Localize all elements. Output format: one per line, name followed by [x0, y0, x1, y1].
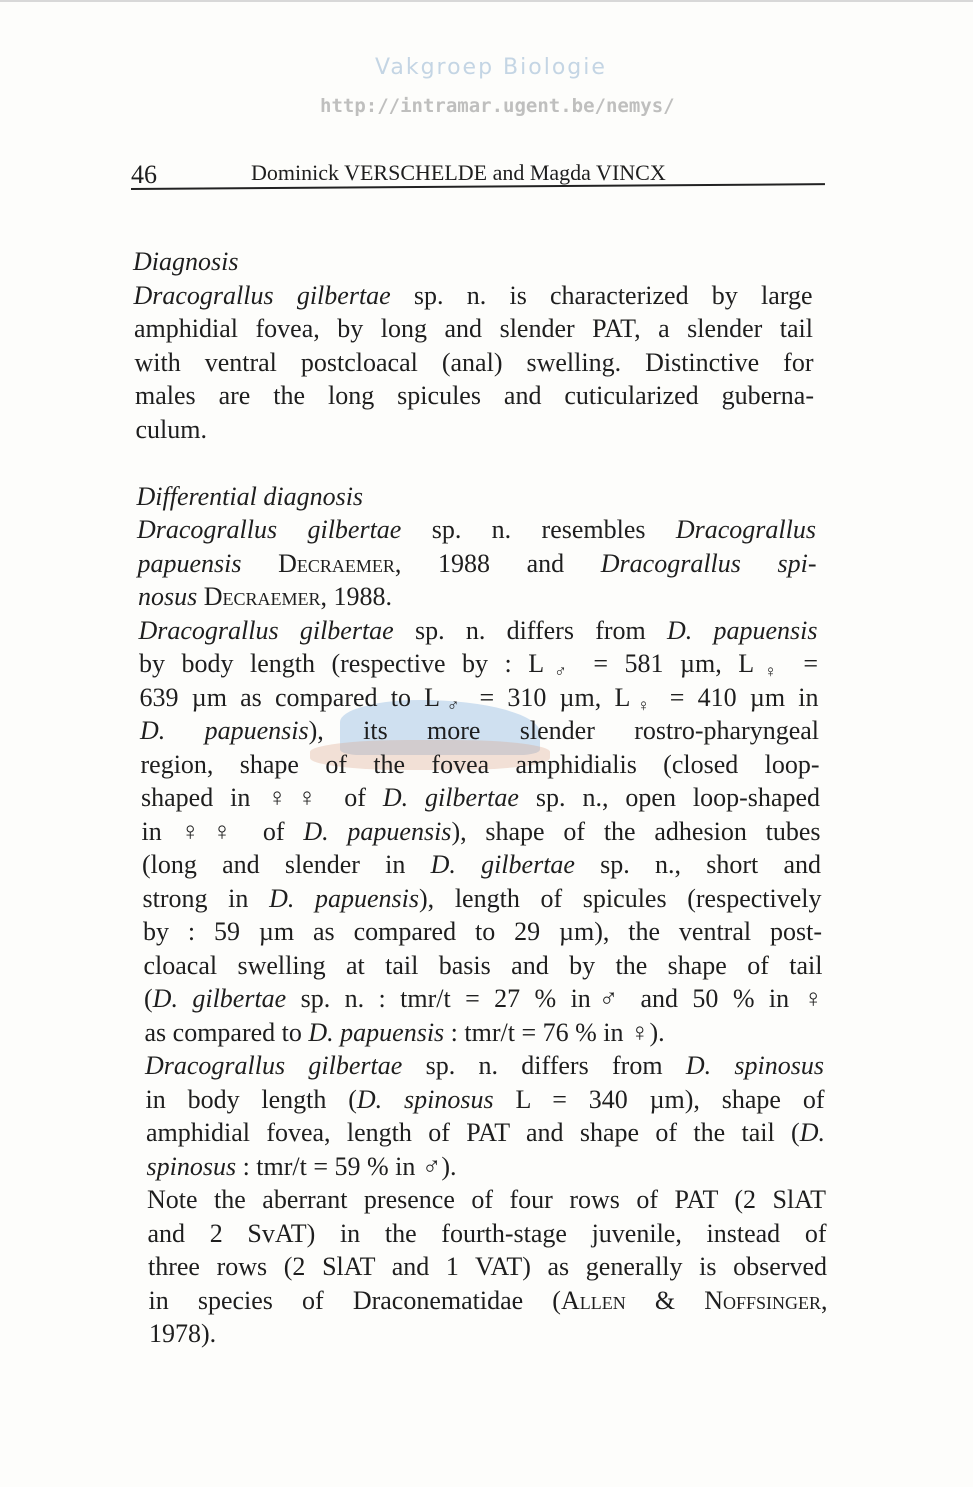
italic-text: D. papuensis: [308, 1017, 445, 1047]
text-line: [147, 1152, 826, 1182]
watermark-logo-text: Vakgroep Biologie: [375, 55, 607, 80]
text-line: [148, 1252, 827, 1282]
text-line: [140, 683, 819, 713]
text-segment: with ventral postcloacal (anal) swelling. Distinctive for: [134, 347, 814, 377]
text-line: [134, 314, 813, 344]
text-segment: cloacal swelling at tail basis and by the shape of tail: [143, 950, 823, 980]
text-segment: [242, 549, 279, 578]
text-line: [135, 381, 814, 411]
scan-edge: [0, 0, 973, 2]
text-segment: , 1988 and: [394, 548, 601, 578]
text-line: [137, 515, 816, 545]
text-segment: ,: [821, 1285, 828, 1315]
sex-symbol: ♀: [630, 695, 657, 715]
text-segment: , 1988.: [320, 582, 393, 611]
text-line: [146, 1118, 825, 1148]
text-segment: males are the long spicules and cuticularized guberna-: [135, 381, 814, 410]
italic-text: Dracograllus gilbertae: [137, 515, 402, 544]
text-line: [145, 1051, 824, 1081]
text-segment: region, shape of the fovea amphidialis (closed loop-: [140, 749, 820, 779]
italic-text: D. gilbertae: [430, 850, 575, 879]
italic-text: Dracograllus gilbertae: [133, 280, 391, 310]
italic-text: D. papuensis: [666, 615, 818, 645]
text-line: [138, 549, 817, 579]
sex-symbol: ♀: [754, 662, 787, 681]
italic-text: papuensis: [137, 548, 242, 578]
italic-text: Dracograllus gilbertae: [138, 615, 394, 645]
text-segment: culum.: [135, 414, 207, 444]
watermark-url: http://intramar.ugent.be/nemys/: [320, 95, 675, 117]
italic-text: spinosus: [146, 1151, 237, 1181]
italic-text: D. spinosus: [356, 1084, 494, 1114]
text-segment: 639 µm as compared to L: [139, 682, 441, 712]
italic-text: D. gilbertae: [382, 783, 519, 812]
sex-symbol: ♂: [440, 695, 467, 715]
text-segment: L = 340 µm), shape of: [493, 1084, 825, 1114]
page-number: 46: [131, 160, 157, 189]
text-line: [144, 984, 823, 1014]
italic-text: D.: [799, 1118, 825, 1147]
text-segment: by : 59 µm as compared to 29 µm), the ventral post-: [143, 917, 822, 946]
text-line: [141, 783, 820, 813]
text-segment: amphidial fovea, by long and slender PAT, a slender tail: [134, 314, 813, 343]
text-segment: in species of Draconematidae (: [148, 1285, 561, 1315]
text-segment: Note the aberrant presence of four rows of PAT (2 SlAT: [147, 1185, 826, 1214]
italic-text: D. spinosus: [685, 1051, 824, 1080]
author-name: Noffsinger: [704, 1285, 821, 1315]
author-name: Decraemer: [278, 548, 395, 578]
text-segment: : tmr/t = 76 % in ♀).: [444, 1017, 665, 1047]
text-line: [142, 817, 821, 847]
text-line: [143, 917, 822, 947]
italic-text: nosus: [138, 582, 198, 611]
text-segment: (long and slender in: [142, 850, 431, 879]
text-line: [140, 716, 819, 746]
text-segment: ), length of spicules (respectively: [419, 883, 822, 913]
text-segment: amphidial fovea, length of PAT and shape of the tail (: [146, 1118, 800, 1147]
text-segment: sp. n. differs from: [393, 615, 667, 645]
text-segment: sp. n. : tmr/t = 27 % in♂ and 50 % in ♀: [286, 984, 823, 1013]
italic-text: Diagnosis: [133, 247, 239, 276]
text-line: [146, 1085, 825, 1115]
italic-text: D. papuensis: [303, 816, 452, 846]
text-segment: by body length (respective by : L: [139, 649, 545, 678]
italic-text: Dracograllus spi-: [600, 548, 817, 578]
author-name: Decraemer: [203, 582, 321, 611]
text-segment: in body length (: [145, 1084, 357, 1114]
text-segment: = 581 µm, L: [576, 649, 755, 678]
text-segment: strong in: [142, 883, 270, 913]
text-line: [137, 482, 816, 512]
text-line: [144, 951, 823, 981]
text-line: [136, 415, 815, 445]
text-line: [133, 247, 812, 277]
text-line: [141, 750, 820, 780]
text-segment: sp. n. differs from: [402, 1051, 686, 1080]
text-line: [139, 616, 818, 646]
text-segment: : tmr/t = 59 % in ♂).: [236, 1151, 457, 1181]
text-segment: and 2 SvAT) in the fourth-stage juvenile, instead of: [147, 1218, 827, 1248]
text-segment: &: [625, 1285, 705, 1315]
text-line: [143, 884, 822, 914]
text-segment: shaped in ♀♀ of: [141, 783, 383, 812]
sex-symbol: ♂: [544, 662, 577, 681]
italic-text: Differential diagnosis: [136, 481, 364, 511]
text-segment: sp. n., open loop-shaped: [518, 783, 820, 812]
italic-text: Dracograllus gilbertae: [145, 1051, 403, 1080]
text-segment: sp. n. is characterized by large: [390, 280, 813, 310]
text-line: [149, 1319, 828, 1349]
text-segment: ), shape of the adhesion tubes: [451, 816, 821, 846]
text-segment: sp. n., short and: [574, 850, 821, 879]
running-title: Dominick VERSCHELDE and Magda VINCX: [251, 160, 666, 185]
italic-text: D. papuensis: [269, 883, 420, 913]
text-segment: three rows (2 SlAT and 1 VAT) as generally is observed: [148, 1252, 827, 1281]
text-line: [149, 1286, 828, 1316]
italic-text: Dracograllus: [675, 515, 816, 544]
text-line: [139, 649, 818, 679]
text-line: [134, 281, 813, 311]
text-segment: = 310 µm, L: [466, 682, 631, 712]
italic-text: D. papuensis: [140, 716, 309, 745]
text-line: [148, 1219, 827, 1249]
text-line: [145, 1018, 824, 1048]
text-segment: = 410 µm in: [656, 682, 819, 712]
text-segment: as compared to: [144, 1017, 309, 1047]
text-segment: 1978).: [149, 1319, 217, 1348]
text-segment: ), its more slender rostro-pharyngeal: [308, 716, 820, 745]
text-segment: =: [786, 649, 819, 678]
text-line: [138, 582, 817, 612]
text-segment: in ♀♀ of: [141, 816, 304, 846]
text-line: [142, 850, 821, 880]
italic-text: D. gilbertae: [152, 984, 287, 1013]
text-line: [135, 348, 814, 378]
text-line: [147, 1185, 826, 1215]
text-segment: (: [144, 984, 153, 1013]
text-segment: sp. n. resembles: [401, 515, 676, 544]
author-name: Allen: [560, 1285, 626, 1315]
